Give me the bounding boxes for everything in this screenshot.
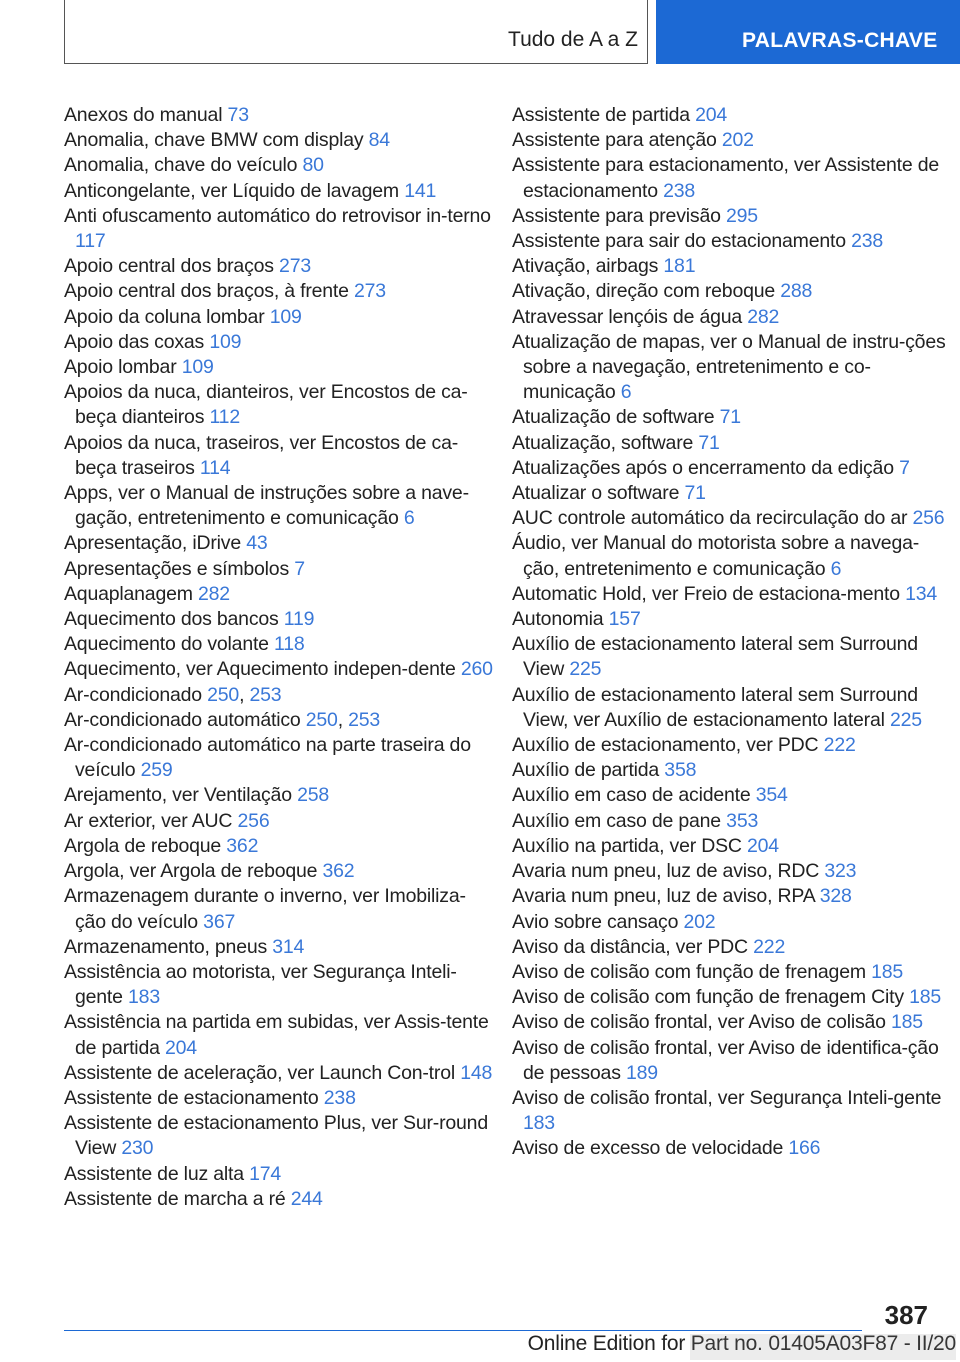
page-reference-link[interactable]: 84 <box>368 129 390 152</box>
index-entry <box>64 657 494 682</box>
index-entry <box>64 1086 494 1111</box>
index-term: Atualização, software <box>512 431 694 454</box>
index-entry <box>64 153 494 178</box>
page-reference-link[interactable]: 256 <box>237 809 270 832</box>
page-reference-link[interactable]: 362 <box>226 834 259 857</box>
index-entry <box>512 1010 952 1035</box>
page-reference-link[interactable]: 288 <box>780 280 813 303</box>
index-term: Ar exterior, ver AUC <box>64 809 233 832</box>
index-term: Auxílio de estacionamento lateral sem Surround View, ver Auxílio de estacionamento lateral <box>512 683 918 731</box>
page-reference-link[interactable]: 117 <box>75 230 106 253</box>
index-entry <box>512 305 952 330</box>
page-reference-link[interactable]: 204 <box>695 104 728 126</box>
page-reference-link[interactable]: 367 <box>203 910 236 933</box>
index-entry <box>512 103 952 128</box>
page-reference-link[interactable]: 225 <box>569 658 602 681</box>
index-term: Assistente de estacionamento Plus, ver Sur-round View <box>64 1112 488 1160</box>
index-entry <box>64 884 494 934</box>
index-entry <box>512 985 952 1010</box>
index-column-right <box>512 103 952 1162</box>
index-term: Assistente de partida <box>512 104 690 126</box>
index-entry <box>64 103 494 128</box>
index-term: Anexos do manual <box>64 104 223 126</box>
index-term: Apoios da nuca, traseiros, ver Encostos de ca-beça traseiros <box>64 431 459 479</box>
page-reference-link[interactable]: 314 <box>272 935 305 958</box>
footer-edition-text: Online Edition for Part no. 01405A03F87 - II/20 <box>527 1332 956 1355</box>
page-reference-link[interactable]: 174 <box>249 1162 282 1185</box>
page-reference-link[interactable]: 148 <box>460 1061 493 1084</box>
index-term: Ar-condicionado automático na parte traseira do veículo <box>64 734 471 782</box>
footer-divider <box>64 1330 862 1331</box>
index-term: Atualizar o software <box>512 482 680 505</box>
index-term: Assistente para sair do estacionamento <box>512 230 846 253</box>
index-term: Apresentação, iDrive <box>64 532 242 555</box>
page-reference-link[interactable]: 258 <box>297 784 330 807</box>
index-entry <box>64 481 494 531</box>
section-title: Tudo de A a Z <box>508 28 638 51</box>
index-entry <box>512 481 952 506</box>
page-reference-link[interactable]: 238 <box>851 230 883 253</box>
index-term: Apoio das coxas <box>64 330 205 353</box>
index-entry <box>512 960 952 985</box>
index-entry <box>64 632 494 657</box>
index-entry <box>64 431 494 481</box>
page-reference-link[interactable]: 166 <box>788 1137 821 1160</box>
index-term: Autonomia <box>512 608 604 631</box>
page-reference-link[interactable]: 134 <box>905 582 938 605</box>
page-reference-link[interactable]: 222 <box>823 734 856 757</box>
page-reference-link[interactable]: 295 <box>725 204 758 227</box>
page-reference-link[interactable]: 323 <box>824 860 857 883</box>
index-term: Automatic Hold, ver Freio de estaciona-mento <box>512 582 900 605</box>
index-term: Aviso de colisão frontal, ver Aviso de colisão <box>512 1011 886 1034</box>
index-entry <box>64 179 494 204</box>
index-entry <box>512 607 952 632</box>
page-reference-link[interactable]: 119 <box>283 608 315 631</box>
index-term: Ar-condicionado automático <box>64 708 301 731</box>
page-reference-link[interactable]: 73 <box>227 104 249 126</box>
index-term: Assistente de marcha a ré <box>64 1187 286 1210</box>
keywords-tab[interactable]: PALAVRAS-CHAVE <box>656 0 960 64</box>
index-entry <box>64 254 494 279</box>
index-term: Auxílio em caso de pane <box>512 809 721 832</box>
index-term: Avio sobre cansaço <box>512 910 679 933</box>
index-term: Apresentações e símbolos <box>64 557 289 580</box>
index-term: Armazenamento, pneus <box>64 935 268 958</box>
index-entry <box>512 733 952 758</box>
page-reference-link[interactable]: 202 <box>683 910 716 933</box>
index-term: Aquaplanagem <box>64 582 193 605</box>
page-reference-link[interactable]: 259 <box>140 759 173 782</box>
page-reference-link[interactable]: 362 <box>322 860 355 883</box>
page-reference-link[interactable]: 43 <box>246 532 268 555</box>
index-term: Assistente para atenção <box>512 129 717 152</box>
index-entry <box>512 279 952 304</box>
page-reference-link[interactable]: 282 <box>198 582 230 605</box>
index-entry <box>64 960 494 1010</box>
page-reference-link[interactable]: 118 <box>274 633 305 656</box>
index-entry <box>512 456 952 481</box>
index-term: Aviso de colisão frontal, ver Segurança Inteli-gente <box>512 1086 942 1109</box>
index-term: Assistente para previsão <box>512 204 721 227</box>
page-reference-link[interactable]: 250 <box>207 683 240 706</box>
page-reference-link[interactable]: 7 <box>899 456 910 479</box>
index-entry <box>512 128 952 153</box>
index-term: Anticongelante, ver Líquido de lavagem <box>64 179 399 202</box>
index-entry <box>64 380 494 430</box>
page-reference-link[interactable]: 71 <box>698 431 720 454</box>
page-reference-link[interactable]: 109 <box>181 356 214 379</box>
page-reference-link[interactable]: 6 <box>830 557 842 580</box>
index-term: Atualização de software <box>512 406 715 429</box>
index-term: Assistência ao motorista, ver Segurança Inteli-gente <box>64 960 457 1009</box>
index-term: Aviso de excesso de velocidade <box>512 1137 784 1160</box>
page-reference-link[interactable]: 253 <box>348 708 381 731</box>
index-entry <box>512 431 952 456</box>
index-term: Apoio da coluna lombar <box>64 305 265 328</box>
index-term: Apoios da nuca, dianteiros, ver Encostos de ca-beça dianteiros <box>64 381 468 429</box>
index-term: Avaria num pneu, luz de aviso, RPA <box>512 885 815 908</box>
page-reference-link[interactable]: 109 <box>209 330 242 353</box>
index-term: Assistente de aceleração, ver Launch Con-trol <box>64 1061 455 1084</box>
index-entry <box>512 683 952 733</box>
page-reference-link[interactable]: 71 <box>684 482 706 505</box>
index-term: Auxílio de estacionamento lateral sem Surround View <box>512 633 918 681</box>
page-reference-link[interactable]: 189 <box>625 1061 658 1084</box>
page-reference-link[interactable]: 80 <box>302 154 324 177</box>
index-entry <box>64 733 494 783</box>
index-term: Argola de reboque <box>64 834 222 857</box>
page-reference-link[interactable]: 353 <box>726 809 759 832</box>
page-reference-link[interactable]: 6 <box>403 507 415 530</box>
page-reference-link[interactable]: 204 <box>747 834 779 857</box>
index-term: Áudio, ver Manual do motorista sobre a navega-ção, entretenimento e comunicação <box>512 532 920 580</box>
index-entry <box>64 1010 494 1060</box>
index-entry <box>512 758 952 783</box>
index-term: Auxílio em caso de acidente <box>512 784 751 807</box>
page-reference-link[interactable]: 157 <box>608 608 641 631</box>
index-entry <box>64 1162 494 1187</box>
index-entry <box>512 884 952 909</box>
page-number: 387 <box>884 1300 928 1330</box>
index-entry <box>64 1187 494 1212</box>
index-term: Ativação, airbags <box>512 255 659 278</box>
index-entry <box>64 607 494 632</box>
index-entry <box>512 254 952 279</box>
index-entry <box>64 783 494 808</box>
index-term: Aviso de colisão com função de frenagem <box>512 960 866 983</box>
index-entry <box>64 1111 494 1161</box>
index-entry <box>512 330 952 406</box>
index-entry <box>64 128 494 153</box>
index-entry <box>64 355 494 380</box>
page-reference-link[interactable]: 109 <box>269 305 302 328</box>
index-entry <box>64 859 494 884</box>
index-entry <box>512 809 952 834</box>
index-entry <box>64 204 494 254</box>
index-term: Arejamento, ver Ventilação <box>64 784 292 807</box>
index-entry <box>64 330 494 355</box>
index-term: Apoio central dos braços, à frente <box>64 280 349 303</box>
page-reference-link[interactable]: 181 <box>663 255 696 278</box>
index-entry <box>512 910 952 935</box>
page-reference-link[interactable]: 260 <box>460 658 493 681</box>
page-reference-link[interactable]: 273 <box>354 280 386 303</box>
page-reference-link[interactable]: 244 <box>290 1187 323 1210</box>
page-reference-link[interactable]: 141 <box>404 179 437 202</box>
index-term: AUC controle automático da recirculação do ar <box>512 507 908 530</box>
index-term: Ativação, direção com reboque <box>512 280 776 303</box>
index-entry: Ar-condicionado automático 250, 253 <box>64 708 381 731</box>
index-entry <box>64 305 494 330</box>
page-reference-link[interactable]: 230 <box>121 1137 154 1160</box>
index-entry <box>512 204 952 229</box>
index-term: Aquecimento, ver Aquecimento indepen-dente <box>64 658 456 681</box>
index-entry <box>64 279 494 304</box>
index-entry <box>512 1086 952 1136</box>
page-reference-link[interactable]: 204 <box>164 1036 197 1059</box>
index-term: Atravessar lençóis de água <box>512 305 743 328</box>
index-column-left <box>64 103 494 1212</box>
page-reference-link[interactable]: 358 <box>664 759 697 782</box>
index-entry <box>64 582 494 607</box>
index-term: Atualizações após o encerramento da edição <box>512 456 894 479</box>
index-entry <box>512 229 952 254</box>
index-term: Apps, ver o Manual de instruções sobre a nave-gação, entretenimento e comunicação <box>64 482 469 530</box>
index-term: Aviso da distância, ver PDC <box>512 935 748 958</box>
page-reference-link[interactable]: 282 <box>747 305 780 328</box>
index-entry <box>64 935 494 960</box>
page-reference-link[interactable]: 7 <box>294 557 305 580</box>
page-reference-link[interactable]: 250 <box>305 708 338 731</box>
index-entry: Ar-condicionado 250, 253 <box>64 683 282 706</box>
index-term: Armazenagem durante o inverno, ver Imobiliza-ção do veículo <box>64 885 466 933</box>
index-term: Ar-condicionado <box>64 683 202 706</box>
index-term: Avaria num pneu, luz de aviso, RDC <box>512 860 820 883</box>
index-entry <box>512 531 952 581</box>
page-reference-link[interactable]: 225 <box>889 708 922 731</box>
index-term: Anomalia, chave do veículo <box>64 154 298 177</box>
index-entry <box>64 809 494 834</box>
page-reference-link[interactable]: 354 <box>755 784 788 807</box>
index-entry <box>512 153 952 203</box>
index-term: Assistente para estacionamento, ver Assistente de estacionamento <box>512 154 940 202</box>
index-term: Anti ofuscamento automático do retrovisor in-terno <box>64 204 491 227</box>
page-reference-link[interactable]: 183 <box>523 1112 555 1135</box>
page-reference-link[interactable]: 238 <box>663 179 696 202</box>
index-entry <box>64 531 494 556</box>
index-entry <box>512 935 952 960</box>
page-reference-link[interactable]: 112 <box>209 406 240 429</box>
index-entry <box>512 632 952 682</box>
index-term: Auxílio na partida, ver DSC <box>512 834 742 857</box>
index-entry <box>512 783 952 808</box>
index-entry <box>512 506 952 531</box>
page-reference-link[interactable]: 185 <box>871 960 904 983</box>
index-entry <box>512 405 952 430</box>
index-entry <box>64 557 494 582</box>
page-reference-link[interactable]: 114 <box>199 456 231 479</box>
index-term: Assistência na partida em subidas, ver Assis-tente de partida <box>64 1011 489 1059</box>
index-entry <box>512 834 952 859</box>
page-reference-link[interactable]: 6 <box>620 381 632 404</box>
index-term: Aquecimento do volante <box>64 633 269 656</box>
page-reference-link[interactable]: 183 <box>128 986 160 1009</box>
index-term: Aviso de colisão frontal, ver Aviso de identifica-ção de pessoas <box>512 1036 939 1084</box>
page-reference-link[interactable]: 256 <box>912 507 945 530</box>
index-entry <box>512 1036 952 1086</box>
index-term: Auxílio de partida <box>512 759 660 782</box>
index-entry <box>64 1061 494 1086</box>
page-reference-link[interactable]: 328 <box>819 885 852 908</box>
page-reference-link[interactable]: 222 <box>753 935 786 958</box>
index-term: Argola, ver Argola de reboque <box>64 860 318 883</box>
page-reference-link[interactable]: 185 <box>909 986 942 1009</box>
page-reference-link[interactable]: 253 <box>249 683 282 706</box>
index-term: Anomalia, chave BMW com display <box>64 129 364 152</box>
index-entry <box>64 834 494 859</box>
page-reference-link[interactable]: 273 <box>279 255 311 278</box>
page-reference-link[interactable]: 185 <box>891 1011 923 1034</box>
index-term: Apoio lombar <box>64 356 177 379</box>
index-term: Assistente de luz alta <box>64 1162 244 1185</box>
index-term: Apoio central dos braços <box>64 255 274 278</box>
index-term: Aviso de colisão com função de frenagem City <box>512 986 904 1009</box>
index-term: Atualização de mapas, ver o Manual de instru-ções sobre a navegação, entretenimento e co-municação <box>512 330 946 404</box>
index-entry <box>512 859 952 884</box>
index-entry <box>512 1136 952 1161</box>
index-entry <box>512 582 952 607</box>
page-reference-link[interactable]: 202 <box>721 129 754 152</box>
index-term: Assistente de estacionamento <box>64 1086 319 1109</box>
index-term: Aquecimento dos bancos <box>64 608 279 631</box>
page-reference-link[interactable]: 238 <box>323 1086 356 1109</box>
page-reference-link[interactable]: 71 <box>719 406 741 429</box>
index-term: Auxílio de estacionamento, ver PDC <box>512 734 819 757</box>
